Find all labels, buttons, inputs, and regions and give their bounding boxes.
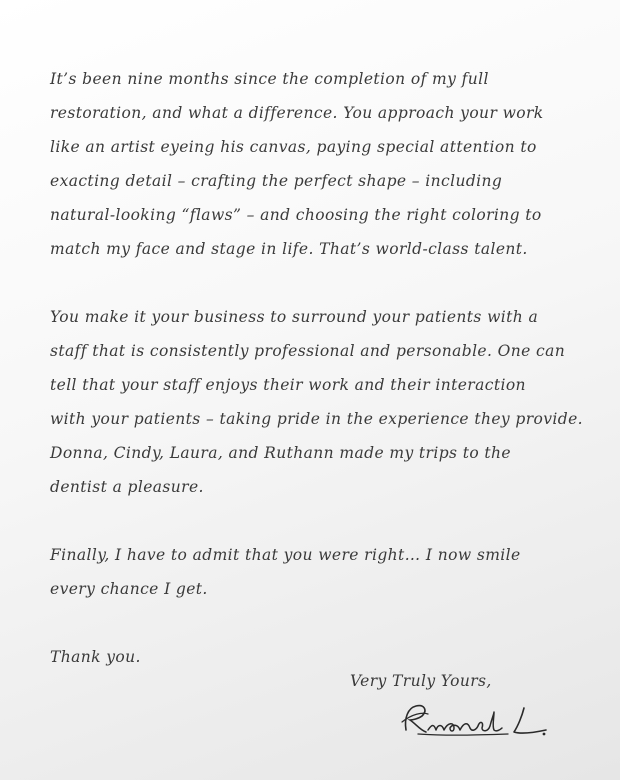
paragraph-gap <box>50 606 580 640</box>
letter-line: You make it your business to surround your patients with a <box>50 308 539 326</box>
letter-line: exacting detail – crafting the perfect shape – including <box>50 172 503 190</box>
letter-closing: Very Truly Yours, <box>350 672 492 690</box>
letter-line: Thank you. <box>50 648 141 666</box>
letter-line: match my face and stage in life. That’s world-class talent. <box>50 240 528 258</box>
letter-line: natural-looking “flaws” – and choosing the right coloring to <box>50 206 542 224</box>
letter-line: Finally, I have to admit that you were right… I now smile <box>50 546 521 564</box>
paragraph-restoration <box>50 62 580 266</box>
letter-line: like an artist eyeing his canvas, paying special attention to <box>50 138 537 156</box>
paragraph-thanks <box>50 640 580 674</box>
letter-line: It’s been nine months since the completion of my full <box>50 70 489 88</box>
letter-line: with your patients – taking pride in the experience they provide. <box>50 410 583 428</box>
letter-line: staff that is consistently professional and personable. One can <box>50 342 566 360</box>
letter-body <box>50 62 583 674</box>
letter-line: restoration, and what a difference. You approach your work <box>50 104 544 122</box>
letter-line: tell that your staff enjoys their work and their interaction <box>50 376 526 394</box>
letter-line: dentist a pleasure. <box>50 478 204 496</box>
signature <box>398 700 558 742</box>
paragraph-gap <box>50 504 580 538</box>
paragraph-smile <box>50 538 580 606</box>
paragraph-staff <box>50 300 583 504</box>
letter-line: every chance I get. <box>50 580 208 598</box>
paragraph-gap <box>50 266 580 300</box>
letter-line: Donna, Cindy, Laura, and Ruthann made my trips to the <box>50 444 511 462</box>
